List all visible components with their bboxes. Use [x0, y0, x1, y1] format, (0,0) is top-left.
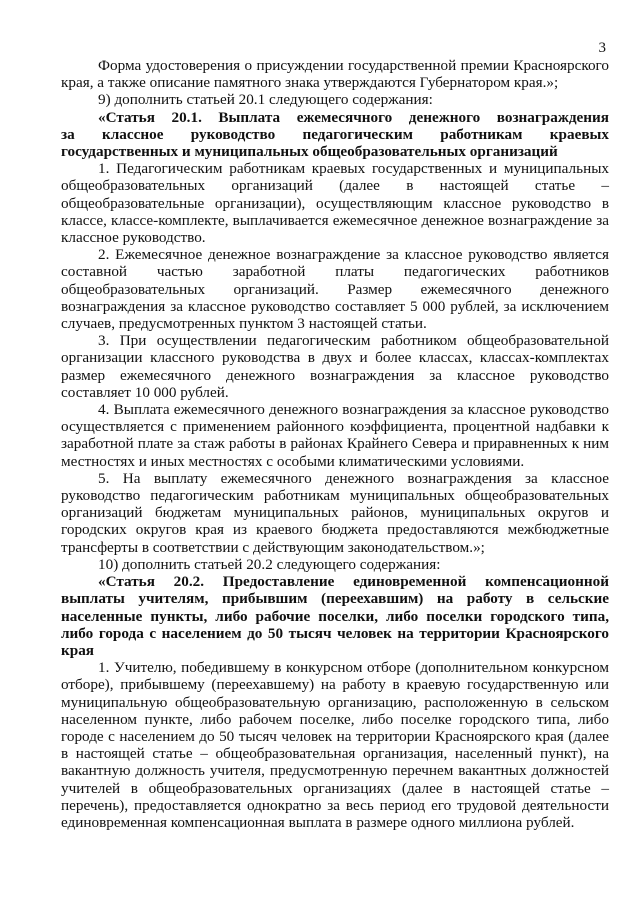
paragraph-p2: 9) дополнить статьей 20.1 следующего содержания: [98, 91, 433, 109]
article-heading [61, 573, 609, 659]
paragraph-p9: 1. Учителю, победившему в конкурсном отборе (дополнительном конкурсном отборе), прибывшему (переехавшему) на работу в краевую государственную или муниципальную общеобразовательную организацию, расположенную в сельском населенном пункте, либо рабочем поселке, либо поселке городского типа, либо городе с населением до 50 тысяч человек на территории Красноярского края (далее в настоящей статье – общеобразовательная организация, населенный пункт), на вакантную должность учителя, предусмотренную перечнем вакантных должностей учителей в общеобразовательных организациях (далее в настоящей статье – перечень), предоставляется однократно за весь период его трудовой деятельности единовременная компенсационная выплата в размере одного миллиона рублей. [61, 659, 609, 831]
heading-line: либо города с населением до 50 тысяч человек на территории Красноярского [61, 624, 609, 642]
heading-line: «Статья 20.2. Предоставление единовременной компенсационной [98, 573, 609, 591]
paragraph-p4: 2. Ежемесячное денежное вознаграждение за классное руководство является составной частью заработной платы педагогических работников общеобразовательных организаций. Размер ежемесячного денежного вознаграждения за классное руководство составляет 5 000 рублей, за исключением случаев, предусмотренных пунктом 3 настоящей статьи. [61, 246, 609, 333]
paragraph-p5: 3. При осуществлении педагогическим работником общеобразовательной организации классного руководства в двух и более классах, классах-комплектах размер ежемесячного денежного вознаграждения за классное руководство составляет 10 000 рублей. [61, 332, 609, 401]
heading-line: населенные пункты, либо рабочие поселки, либо поселки городского типа, [61, 607, 609, 625]
heading-line: за классное руководство педагогическим работникам краевых [61, 125, 609, 143]
page-number: 3 [598, 40, 606, 56]
paragraph-p7: 5. На выплату ежемесячного денежного вознаграждения за классное руководство педагогическим работникам муниципальных общеобразовательных организаций бюджетам муниципальных районов, муниципальных округов и городских округов края из краевого бюджета предоставляются межбюджетные трансферты в соответствии с действующим законодательством.»; [61, 469, 609, 556]
heading-line: «Статья 20.1. Выплата ежемесячного денежного вознаграждения [98, 108, 609, 126]
paragraph-p8: 10) дополнить статьей 20.2 следующего содержания: [98, 555, 441, 573]
paragraph-p1: Форма удостоверения о присуждении государственной премии Красноярского края, а также описание памятного знака утверждаются Губернатором края.»; [61, 57, 609, 92]
document-body [61, 57, 609, 831]
article-heading [61, 109, 609, 161]
heading-line: государственных и муниципальных общеобразовательных организаций [61, 143, 558, 161]
heading-line: выплаты учителям, прибывшим (переехавшим) на работу в сельские [61, 590, 609, 608]
heading-line: края [61, 641, 95, 659]
paragraph-p6: 4. Выплата ежемесячного денежного вознаграждения за классное руководство осуществляется с применением районного коэффициента, процентной надбавки к заработной плате за стаж работы в районах Крайнего Севера и приравненных к ним местностях и иных местностях с особыми климатическими условиями. [61, 401, 609, 470]
paragraph-p3: 1. Педагогическим работникам краевых государственных и муниципальных общеобразовательных организаций (далее в настоящей статье – общеобразовательные организации), осуществляющим классное руководство в классе, классе-комплекте, выплачивается ежемесячное денежное вознаграждение за классное руководство. [61, 160, 609, 247]
